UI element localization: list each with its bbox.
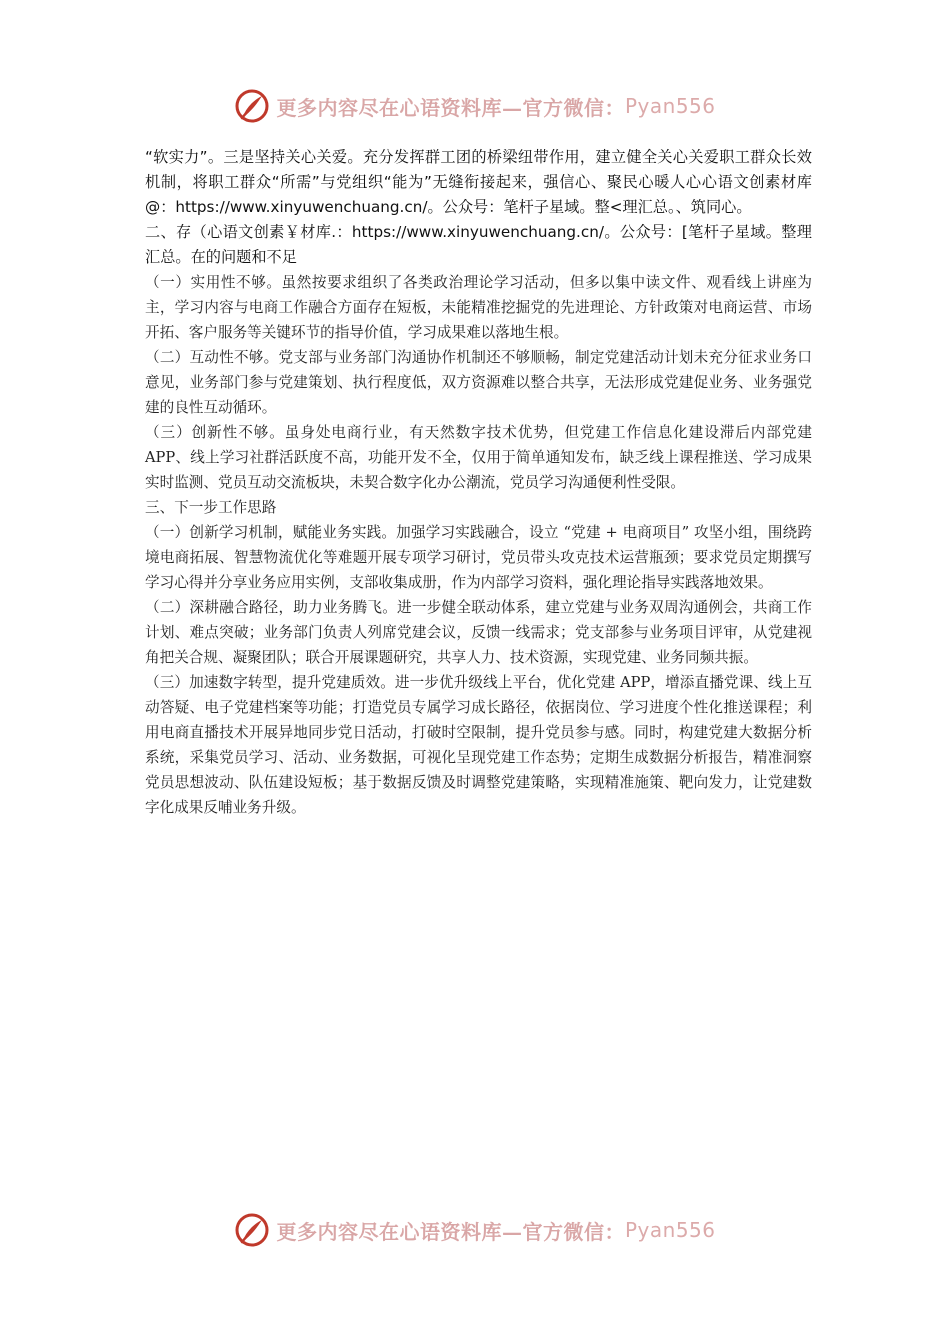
footer-watermark <box>0 1208 950 1252</box>
paragraph-intro: “软实力”。三是坚持关心关爱。充分发挥群工团的桥梁纽带作用，建立健全关心关爱职工群众长效机制，将职工群众“所需”与党组织“能为”无缝衔接起来，强信心、聚民心暖人心心语文创素材库@：https://www.xinyuwenchuang.cn/。公众号：笔杆子星域。整<理汇总。、筑同心。 <box>145 148 812 216</box>
quill-logo-icon <box>234 88 270 124</box>
paragraph-step-1: （一）创新学习机制，赋能业务实践。加强学习实践融合，设立 “党建 + 电商项目” 攻坚小组，围绕跨境电商拓展、智慧物流优化等难题开展专项学习研讨，党员带头攻克技术运营瓶颈；要求党员定期撰写学习心得并分享业务应用实例，支部收集成册，作为内部学习资料，强化理论指导实践落地效果。 <box>145 524 812 591</box>
paragraph-step-3: （三）加速数字转型，提升党建质效。进一步优升级线上平台，优化党建 APP，增添直播党课、线上互动答疑、电子党建档案等功能；打造党员专属学习成长路径，依据岗位、学习进度个性化推送课程；利用电商直播技术开展异地同步党日活动，打破时空限制，提升党员参与感。同时，构建党建大数据分析系统，采集党员学习、活动、业务数据，可视化呈现党建工作态势；定期生成数据分析报告，精准洞察党员思想波动、队伍建设短板；基于数据反馈及时调整党建策略，实现精准施策、靶向发力，让党建数字化成果反哺业务升级。 <box>145 674 812 816</box>
quill-logo-icon <box>234 1212 270 1248</box>
paragraph-problem-2: （二）互动性不够。党支部与业务部门沟通协作机制还不够顺畅，制定党建活动计划未充分征求业务口意见，业务部门参与党建策划、执行程度低，双方资源难以整合共享，无法形成党建促业务、业务强党建的良性互动循环。 <box>145 349 812 416</box>
paragraph-problem-1: （一）实用性不够。虽然按要求组织了各类政治理论学习活动，但多以集中读文件、观看线上讲座为主，学习内容与电商工作融合方面存在短板，未能精准挖掘党的先进理论、方针政策对电商运营、市场开拓、客户服务等关键环节的指导价值，学习成果难以落地生根。 <box>145 274 812 341</box>
section-heading-problems: 二、存（心语文创素￥材库.：https://www.xinyuwenchuang.cn/。公众号：[笔杆子星域。整理汇总。在的问题和不足 <box>145 223 812 266</box>
watermark-wechat-id: Pyan556 <box>624 1218 716 1242</box>
header-watermark <box>0 84 950 128</box>
watermark-wechat-id: Pyan556 <box>624 94 716 118</box>
paragraph-problem-3: （三）创新性不够。虽身处电商行业，有天然数字技术优势，但党建工作信息化建设滞后内部党建 APP、线上学习社群活跃度不高，功能开发不全，仅用于简单通知发布，缺乏线上课程推送、学习成果实时监测、党员互动交流板块，未契合数字化办公潮流，党员学习沟通便利性受限。 <box>145 424 812 491</box>
watermark-text: 更多内容尽在心语资料库—官方微信： <box>276 1219 625 1244</box>
paragraph-step-2: （二）深耕融合路径，助力业务腾飞。进一步健全联动体系，建立党建与业务双周沟通例会，共商工作计划、难点突破；业务部门负责人列席党建会议，反馈一线需求；党支部参与业务项目评审，从党建视角把关合规、凝聚团队；联合开展课题研究，共享人力、技术资源，实现党建、业务同频共振。 <box>145 599 812 666</box>
watermark-text: 更多内容尽在心语资料库—官方微信： <box>276 95 625 120</box>
section-heading-next-steps: 三、下一步工作思路 <box>145 499 277 516</box>
document-body <box>145 145 812 820</box>
